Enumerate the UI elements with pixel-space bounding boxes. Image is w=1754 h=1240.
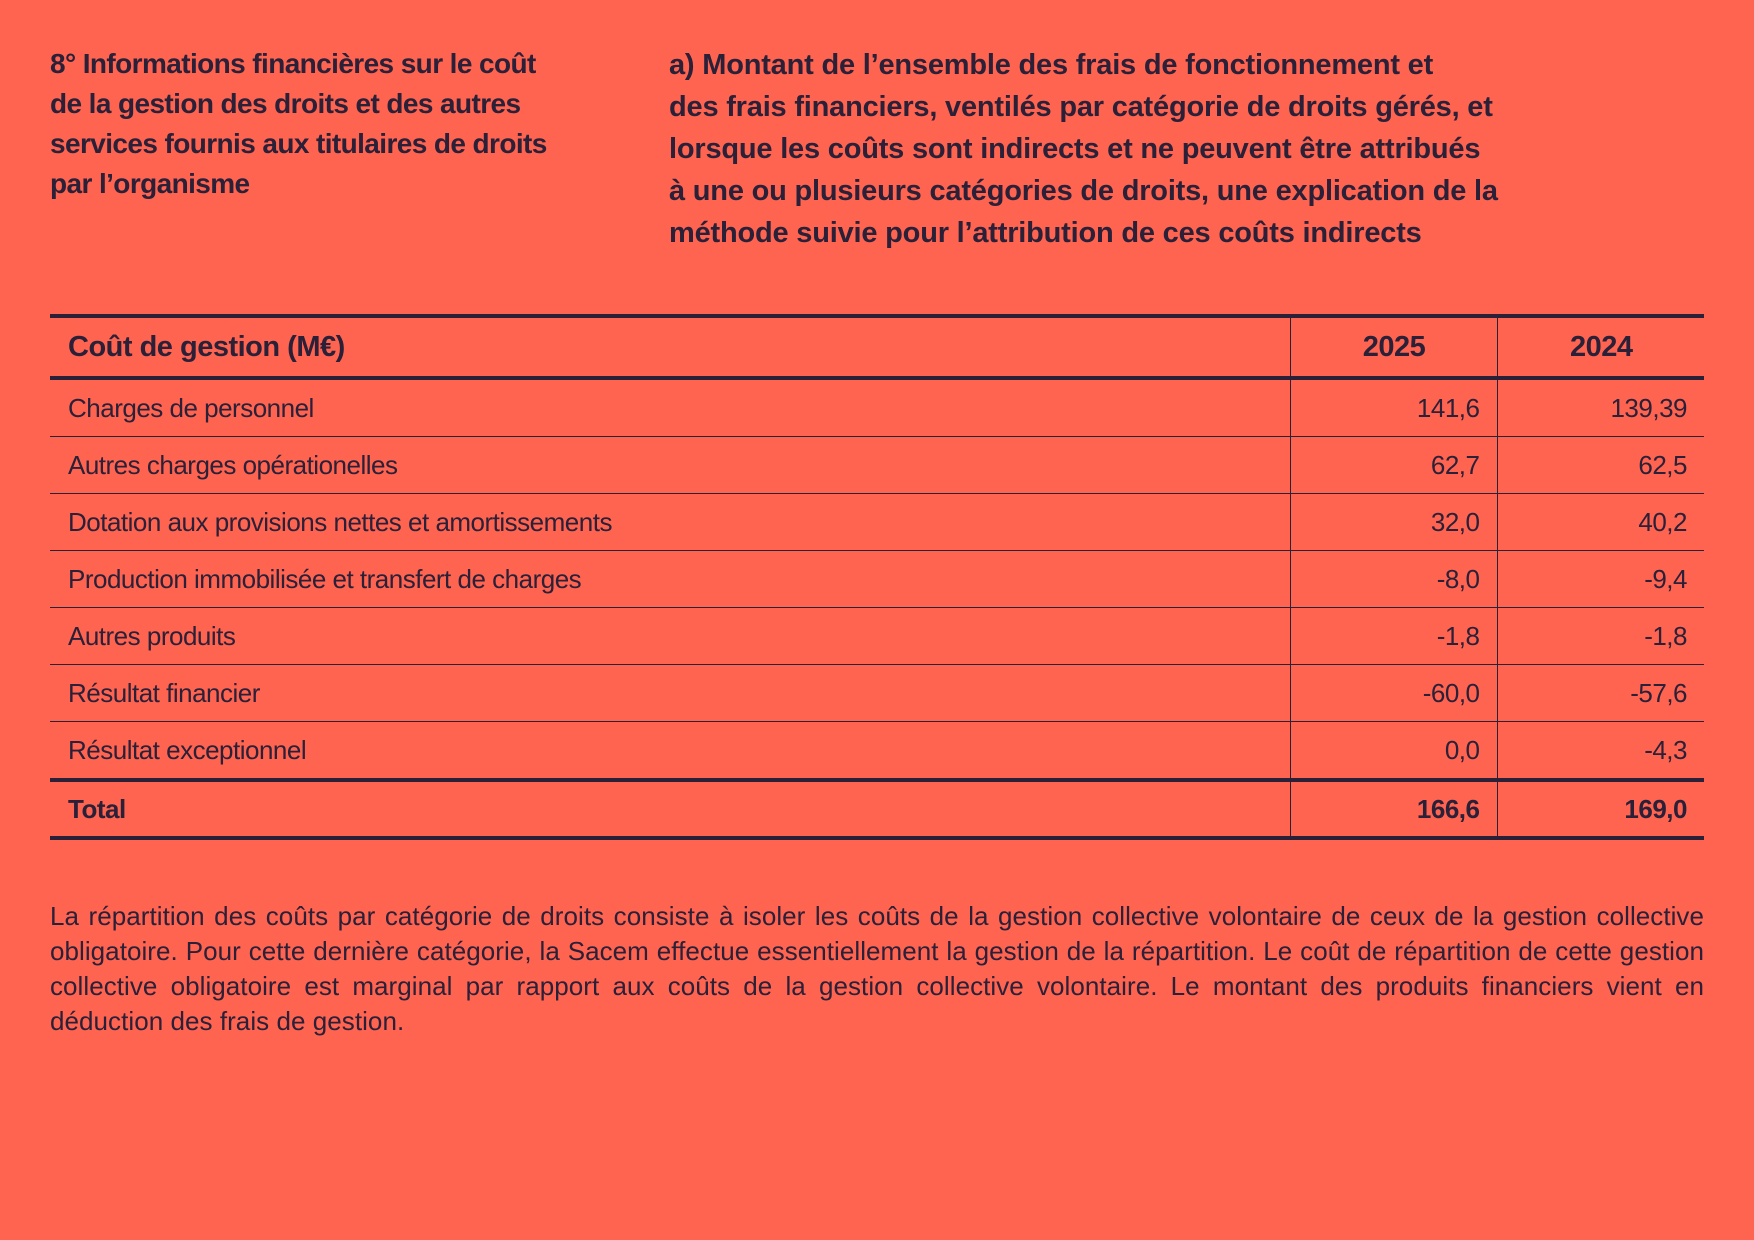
value-2024: -9,4 — [1497, 551, 1704, 608]
value-2024: 139,39 — [1497, 378, 1704, 437]
value-2024: -4,3 — [1497, 722, 1704, 781]
table-header-row — [50, 316, 1704, 378]
row-label: Autres produits — [50, 608, 1290, 665]
column-header-label: Coût de gestion (M€) — [50, 316, 1290, 378]
section-title-line: de la gestion des droits et des autres — [50, 88, 521, 119]
value-2025: -1,8 — [1290, 608, 1497, 665]
value-2025: 0,0 — [1290, 722, 1497, 781]
table-footer — [50, 780, 1704, 838]
section-title-line: services fournis aux titulaires de droits — [50, 128, 547, 159]
row-label: Production immobilisée et transfert de charges — [50, 551, 1290, 608]
value-2025: 141,6 — [1290, 378, 1497, 437]
value-2025: 32,0 — [1290, 494, 1497, 551]
value-2025: -8,0 — [1290, 551, 1497, 608]
value-2024: 40,2 — [1497, 494, 1704, 551]
value-2024: -57,6 — [1497, 665, 1704, 722]
total-2025: 166,6 — [1290, 780, 1497, 838]
cost-table — [50, 314, 1704, 840]
subsection-heading-line: des frais financiers, ventilés par catégorie de droits gérés, et — [669, 91, 1493, 123]
column-header-2025: 2025 — [1290, 316, 1497, 378]
subsection-heading-line: méthode suivie pour l’attribution de ces coûts indirects — [669, 217, 1422, 249]
explanatory-note: La répartition des coûts par catégorie de droits consiste à isoler les coûts de la gestion collective volontaire de ceux de la gestion collective obligatoire. Pour cette dernière catégorie, la Sacem effectue essentiellement la gestion de la répartition. Le coût de répartition de cette gestion collective obligatoire est marginal par rapport aux coûts de la gestion collective volontaire. Le montant des produits financiers vient en déduction des frais de gestion. — [50, 901, 1704, 1036]
total-row — [50, 780, 1704, 838]
value-2024: 62,5 — [1497, 437, 1704, 494]
table-header — [50, 316, 1704, 378]
total-label: Total — [50, 780, 1290, 838]
column-header-2024: 2024 — [1497, 316, 1704, 378]
table-row — [50, 608, 1704, 665]
value-2024: -1,8 — [1497, 608, 1704, 665]
value-2025: -60,0 — [1290, 665, 1497, 722]
section-title — [50, 44, 630, 204]
subsection-heading — [669, 44, 1669, 254]
subsection-heading-line: a) Montant de l’ensemble des frais de fonctionnement et — [669, 49, 1434, 81]
subsection-heading-line: à une ou plusieurs catégories de droits, une explication de la — [669, 175, 1498, 207]
row-label: Autres charges opérationelles — [50, 437, 1290, 494]
table-row — [50, 494, 1704, 551]
table-row — [50, 665, 1704, 722]
table-row — [50, 551, 1704, 608]
row-label: Résultat financier — [50, 665, 1290, 722]
subsection-heading-line: lorsque les coûts sont indirects et ne peuvent être attribués — [669, 133, 1481, 165]
row-label: Charges de personnel — [50, 378, 1290, 437]
table-row — [50, 437, 1704, 494]
table-row — [50, 722, 1704, 781]
value-2025: 62,7 — [1290, 437, 1497, 494]
table-row — [50, 378, 1704, 437]
table-body — [50, 378, 1704, 780]
row-label: Résultat exceptionnel — [50, 722, 1290, 781]
row-label: Dotation aux provisions nettes et amortissements — [50, 494, 1290, 551]
total-2024: 169,0 — [1497, 780, 1704, 838]
section-title-line: 8° Informations financières sur le coût — [50, 48, 536, 79]
section-title-line: par l’organisme — [50, 168, 250, 199]
